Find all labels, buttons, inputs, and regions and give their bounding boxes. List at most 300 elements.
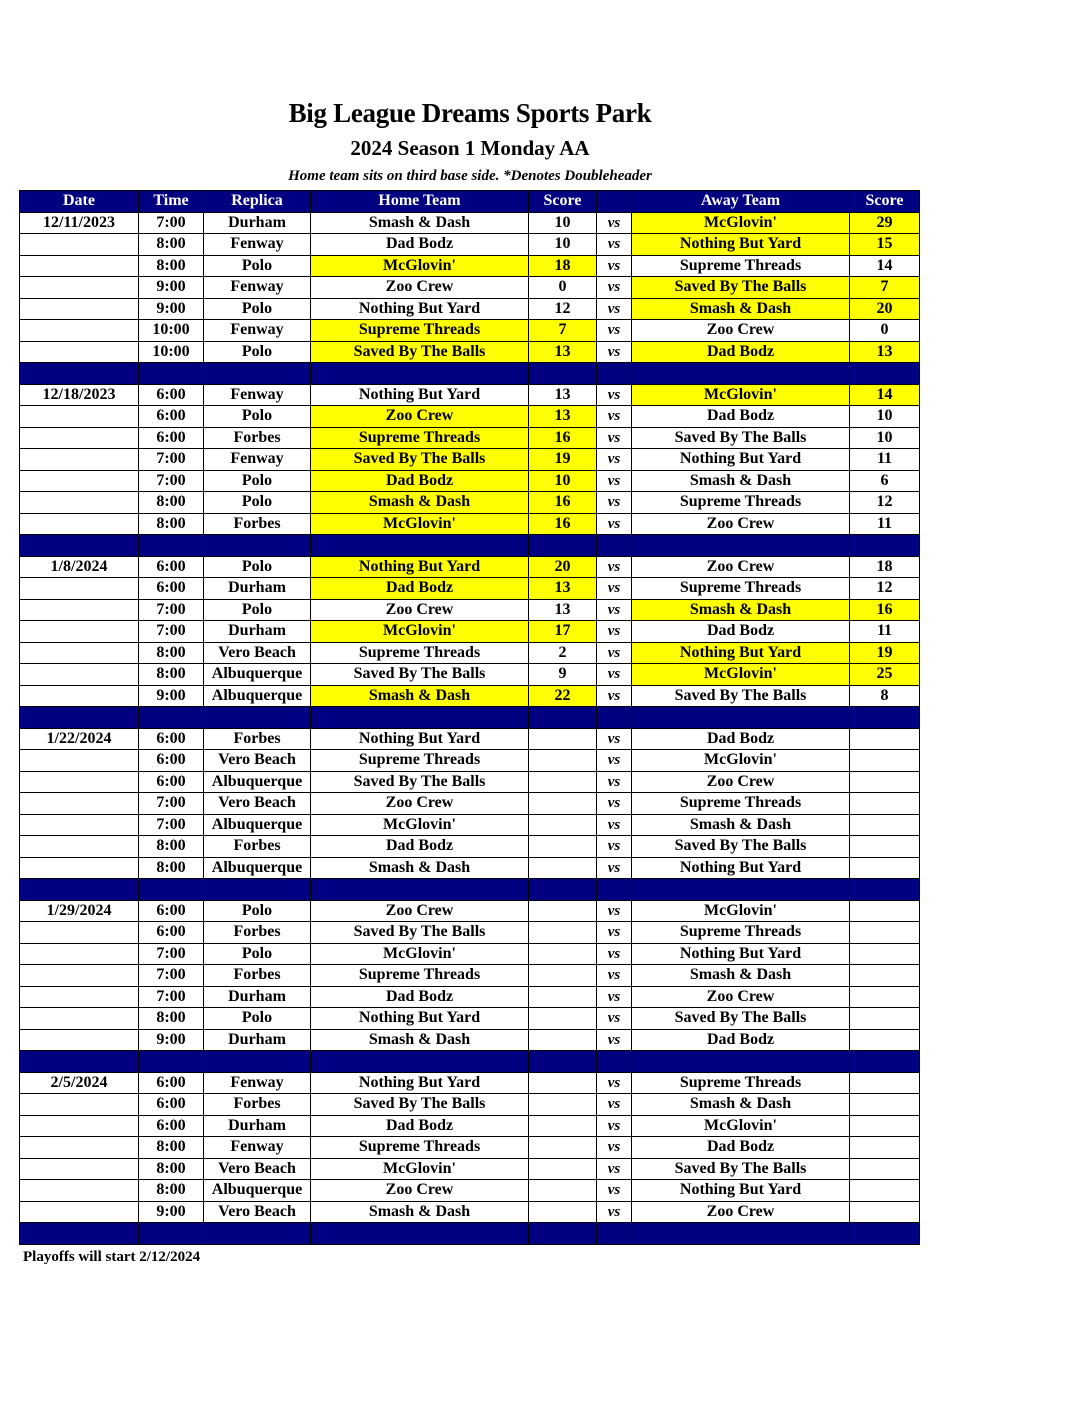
replica-field-cell: Albuquerque bbox=[204, 857, 311, 879]
home-team-cell: Nothing But Yard bbox=[311, 1072, 529, 1094]
replica-field-cell: Polo bbox=[204, 492, 311, 514]
time-cell: 8:00 bbox=[139, 857, 204, 879]
away-score-cell: 16 bbox=[850, 599, 920, 621]
away-score-cell bbox=[850, 1029, 920, 1051]
time-cell: 10:00 bbox=[139, 320, 204, 342]
time-cell: 7:00 bbox=[139, 793, 204, 815]
vs-cell: vs bbox=[597, 298, 632, 320]
time-cell: 7:00 bbox=[139, 621, 204, 643]
home-score-cell: 18 bbox=[529, 255, 597, 277]
replica-field-cell: Vero Beach bbox=[204, 1158, 311, 1180]
date-cell bbox=[20, 857, 139, 879]
time-cell: 8:00 bbox=[139, 513, 204, 535]
date-cell bbox=[20, 255, 139, 277]
away-team-cell: Supreme Threads bbox=[632, 793, 850, 815]
page-subtitle: 2024 Season 1 Monday AA bbox=[350, 136, 590, 160]
date-cell bbox=[20, 986, 139, 1008]
home-team-cell: Zoo Crew bbox=[311, 793, 529, 815]
replica-field-cell: Vero Beach bbox=[204, 642, 311, 664]
home-team-cell: Dad Bodz bbox=[311, 986, 529, 1008]
time-cell: 6:00 bbox=[139, 406, 204, 428]
away-score-cell bbox=[850, 857, 920, 879]
time-cell: 8:00 bbox=[139, 492, 204, 514]
away-score-cell bbox=[850, 900, 920, 922]
game-row bbox=[20, 1115, 920, 1137]
away-team-cell: Nothing But Yard bbox=[632, 234, 850, 256]
separator-cell bbox=[20, 879, 139, 901]
home-score-cell bbox=[529, 1008, 597, 1030]
time-cell: 8:00 bbox=[139, 642, 204, 664]
separator-cell bbox=[311, 535, 529, 557]
vs-cell: vs bbox=[597, 449, 632, 471]
time-cell: 6:00 bbox=[139, 556, 204, 578]
week-separator-row bbox=[20, 879, 920, 901]
time-cell: 9:00 bbox=[139, 685, 204, 707]
col-header-replica: Replica bbox=[204, 191, 311, 213]
separator-cell bbox=[529, 1223, 597, 1245]
replica-field-cell: Vero Beach bbox=[204, 793, 311, 815]
time-cell: 6:00 bbox=[139, 1115, 204, 1137]
away-team-cell: Saved By The Balls bbox=[632, 836, 850, 858]
home-team-cell: McGlovin' bbox=[311, 255, 529, 277]
separator-cell bbox=[204, 535, 311, 557]
vs-cell: vs bbox=[597, 341, 632, 363]
separator-cell bbox=[20, 1223, 139, 1245]
time-cell: 8:00 bbox=[139, 1008, 204, 1030]
time-cell: 6:00 bbox=[139, 427, 204, 449]
page-note: Home team sits on third base side. *Denotes Doubleheader bbox=[288, 168, 652, 184]
game-row bbox=[20, 685, 920, 707]
home-team-cell: Zoo Crew bbox=[311, 277, 529, 299]
vs-cell: vs bbox=[597, 427, 632, 449]
separator-cell bbox=[139, 1223, 204, 1245]
away-score-cell bbox=[850, 728, 920, 750]
home-score-cell: 10 bbox=[529, 470, 597, 492]
home-team-cell: Nothing But Yard bbox=[311, 556, 529, 578]
home-team-cell: Dad Bodz bbox=[311, 1115, 529, 1137]
away-team-cell: Supreme Threads bbox=[632, 578, 850, 600]
separator-cell bbox=[20, 363, 139, 385]
home-score-cell bbox=[529, 814, 597, 836]
home-score-cell bbox=[529, 1201, 597, 1223]
away-team-cell: Zoo Crew bbox=[632, 1201, 850, 1223]
game-row bbox=[20, 986, 920, 1008]
vs-cell: vs bbox=[597, 599, 632, 621]
game-row bbox=[20, 320, 920, 342]
home-team-cell: Dad Bodz bbox=[311, 578, 529, 600]
away-score-cell: 7 bbox=[850, 277, 920, 299]
away-team-cell: Supreme Threads bbox=[632, 492, 850, 514]
separator-cell bbox=[311, 879, 529, 901]
replica-field-cell: Vero Beach bbox=[204, 1201, 311, 1223]
away-team-cell: Zoo Crew bbox=[632, 986, 850, 1008]
game-row bbox=[20, 470, 920, 492]
game-row bbox=[20, 857, 920, 879]
date-cell bbox=[20, 1158, 139, 1180]
date-cell bbox=[20, 578, 139, 600]
home-score-cell: 10 bbox=[529, 212, 597, 234]
date-cell bbox=[20, 943, 139, 965]
date-cell bbox=[20, 298, 139, 320]
separator-cell bbox=[632, 879, 850, 901]
away-team-cell: McGlovin' bbox=[632, 750, 850, 772]
home-team-cell: Zoo Crew bbox=[311, 406, 529, 428]
away-score-cell: 20 bbox=[850, 298, 920, 320]
away-team-cell: Zoo Crew bbox=[632, 320, 850, 342]
time-cell: 7:00 bbox=[139, 965, 204, 987]
away-team-cell: Nothing But Yard bbox=[632, 943, 850, 965]
time-cell: 6:00 bbox=[139, 771, 204, 793]
away-team-cell: Zoo Crew bbox=[632, 556, 850, 578]
time-cell: 8:00 bbox=[139, 836, 204, 858]
away-score-cell: 11 bbox=[850, 449, 920, 471]
away-score-cell: 6 bbox=[850, 470, 920, 492]
home-score-cell: 2 bbox=[529, 642, 597, 664]
home-score-cell bbox=[529, 728, 597, 750]
away-team-cell: Dad Bodz bbox=[632, 621, 850, 643]
date-cell bbox=[20, 1029, 139, 1051]
separator-cell bbox=[632, 363, 850, 385]
vs-cell: vs bbox=[597, 642, 632, 664]
game-row bbox=[20, 492, 920, 514]
game-row bbox=[20, 1008, 920, 1030]
replica-field-cell: Fenway bbox=[204, 1137, 311, 1159]
vs-cell: vs bbox=[597, 1201, 632, 1223]
date-cell bbox=[20, 599, 139, 621]
home-team-cell: Dad Bodz bbox=[311, 234, 529, 256]
away-team-cell: Nothing But Yard bbox=[632, 449, 850, 471]
date-cell bbox=[20, 642, 139, 664]
away-score-cell: 15 bbox=[850, 234, 920, 256]
away-team-cell: Smash & Dash bbox=[632, 298, 850, 320]
home-score-cell: 10 bbox=[529, 234, 597, 256]
away-score-cell bbox=[850, 965, 920, 987]
time-cell: 6:00 bbox=[139, 384, 204, 406]
game-row bbox=[20, 578, 920, 600]
date-cell bbox=[20, 234, 139, 256]
home-team-cell: McGlovin' bbox=[311, 621, 529, 643]
separator-cell bbox=[139, 879, 204, 901]
home-team-cell: Smash & Dash bbox=[311, 1029, 529, 1051]
home-score-cell bbox=[529, 986, 597, 1008]
replica-field-cell: Albuquerque bbox=[204, 814, 311, 836]
separator-cell bbox=[632, 1051, 850, 1073]
home-score-cell: 16 bbox=[529, 427, 597, 449]
away-team-cell: McGlovin' bbox=[632, 384, 850, 406]
away-score-cell bbox=[850, 1094, 920, 1116]
home-score-cell bbox=[529, 1180, 597, 1202]
away-team-cell: Smash & Dash bbox=[632, 965, 850, 987]
date-cell: 12/11/2023 bbox=[20, 212, 139, 234]
replica-field-cell: Forbes bbox=[204, 513, 311, 535]
home-score-cell bbox=[529, 965, 597, 987]
game-row bbox=[20, 255, 920, 277]
home-team-cell: McGlovin' bbox=[311, 513, 529, 535]
home-team-cell: Smash & Dash bbox=[311, 212, 529, 234]
week-separator-row bbox=[20, 535, 920, 557]
home-score-cell bbox=[529, 1158, 597, 1180]
vs-cell: vs bbox=[597, 234, 632, 256]
home-score-cell: 12 bbox=[529, 298, 597, 320]
away-team-cell: Saved By The Balls bbox=[632, 685, 850, 707]
home-team-cell: Smash & Dash bbox=[311, 492, 529, 514]
game-row bbox=[20, 234, 920, 256]
replica-field-cell: Albuquerque bbox=[204, 664, 311, 686]
home-score-cell bbox=[529, 922, 597, 944]
vs-cell: vs bbox=[597, 513, 632, 535]
away-team-cell: Dad Bodz bbox=[632, 1029, 850, 1051]
replica-field-cell: Polo bbox=[204, 470, 311, 492]
away-score-cell bbox=[850, 1008, 920, 1030]
vs-cell: vs bbox=[597, 1072, 632, 1094]
away-team-cell: Supreme Threads bbox=[632, 255, 850, 277]
game-row bbox=[20, 922, 920, 944]
away-team-cell: Smash & Dash bbox=[632, 1094, 850, 1116]
home-score-cell: 16 bbox=[529, 492, 597, 514]
separator-cell bbox=[850, 1051, 920, 1073]
week-separator-row bbox=[20, 707, 920, 729]
replica-field-cell: Forbes bbox=[204, 965, 311, 987]
home-team-cell: Zoo Crew bbox=[311, 1180, 529, 1202]
vs-cell: vs bbox=[597, 621, 632, 643]
vs-cell: vs bbox=[597, 685, 632, 707]
home-score-cell bbox=[529, 1115, 597, 1137]
away-score-cell: 13 bbox=[850, 341, 920, 363]
game-row bbox=[20, 642, 920, 664]
separator-cell bbox=[311, 363, 529, 385]
date-cell: 2/5/2024 bbox=[20, 1072, 139, 1094]
date-cell bbox=[20, 277, 139, 299]
home-team-cell: Smash & Dash bbox=[311, 857, 529, 879]
away-team-cell: Supreme Threads bbox=[632, 1072, 850, 1094]
home-score-cell bbox=[529, 1137, 597, 1159]
home-score-cell bbox=[529, 750, 597, 772]
away-team-cell: McGlovin' bbox=[632, 900, 850, 922]
date-cell: 1/29/2024 bbox=[20, 900, 139, 922]
home-team-cell: Supreme Threads bbox=[311, 320, 529, 342]
away-team-cell: Smash & Dash bbox=[632, 470, 850, 492]
away-score-cell: 0 bbox=[850, 320, 920, 342]
away-team-cell: Saved By The Balls bbox=[632, 427, 850, 449]
date-cell bbox=[20, 750, 139, 772]
vs-cell: vs bbox=[597, 470, 632, 492]
replica-field-cell: Fenway bbox=[204, 1072, 311, 1094]
home-score-cell: 9 bbox=[529, 664, 597, 686]
game-row bbox=[20, 900, 920, 922]
vs-cell: vs bbox=[597, 750, 632, 772]
separator-cell bbox=[597, 879, 632, 901]
away-team-cell: Dad Bodz bbox=[632, 728, 850, 750]
away-team-cell: Smash & Dash bbox=[632, 599, 850, 621]
away-score-cell bbox=[850, 986, 920, 1008]
game-row bbox=[20, 212, 920, 234]
replica-field-cell: Polo bbox=[204, 298, 311, 320]
away-score-cell: 12 bbox=[850, 578, 920, 600]
time-cell: 9:00 bbox=[139, 1201, 204, 1223]
game-row bbox=[20, 814, 920, 836]
away-team-cell: Nothing But Yard bbox=[632, 1180, 850, 1202]
home-score-cell: 0 bbox=[529, 277, 597, 299]
replica-field-cell: Durham bbox=[204, 1115, 311, 1137]
away-team-cell: Saved By The Balls bbox=[632, 277, 850, 299]
away-team-cell: McGlovin' bbox=[632, 212, 850, 234]
home-team-cell: Smash & Dash bbox=[311, 685, 529, 707]
vs-cell: vs bbox=[597, 492, 632, 514]
game-row bbox=[20, 599, 920, 621]
home-score-cell: 13 bbox=[529, 341, 597, 363]
vs-cell: vs bbox=[597, 1094, 632, 1116]
date-cell bbox=[20, 320, 139, 342]
replica-field-cell: Durham bbox=[204, 1029, 311, 1051]
game-row bbox=[20, 943, 920, 965]
game-row bbox=[20, 1029, 920, 1051]
replica-field-cell: Durham bbox=[204, 986, 311, 1008]
date-cell bbox=[20, 1115, 139, 1137]
game-row bbox=[20, 384, 920, 406]
home-team-cell: Saved By The Balls bbox=[311, 664, 529, 686]
home-score-cell: 7 bbox=[529, 320, 597, 342]
date-cell bbox=[20, 1008, 139, 1030]
separator-cell bbox=[204, 879, 311, 901]
replica-field-cell: Fenway bbox=[204, 277, 311, 299]
header-row bbox=[20, 191, 920, 213]
away-score-cell: 14 bbox=[850, 384, 920, 406]
date-cell: 1/22/2024 bbox=[20, 728, 139, 750]
separator-cell bbox=[204, 1051, 311, 1073]
game-row bbox=[20, 298, 920, 320]
col-header-vs bbox=[597, 191, 632, 213]
home-score-cell: 13 bbox=[529, 599, 597, 621]
time-cell: 6:00 bbox=[139, 578, 204, 600]
separator-cell bbox=[529, 879, 597, 901]
separator-cell bbox=[850, 535, 920, 557]
game-row bbox=[20, 406, 920, 428]
home-team-cell: Supreme Threads bbox=[311, 427, 529, 449]
away-score-cell bbox=[850, 771, 920, 793]
home-team-cell: Saved By The Balls bbox=[311, 922, 529, 944]
replica-field-cell: Polo bbox=[204, 406, 311, 428]
replica-field-cell: Vero Beach bbox=[204, 750, 311, 772]
separator-cell bbox=[632, 707, 850, 729]
home-team-cell: Saved By The Balls bbox=[311, 771, 529, 793]
game-row bbox=[20, 427, 920, 449]
away-team-cell: Supreme Threads bbox=[632, 922, 850, 944]
replica-field-cell: Forbes bbox=[204, 836, 311, 858]
home-score-cell bbox=[529, 771, 597, 793]
away-team-cell: McGlovin' bbox=[632, 1115, 850, 1137]
game-row bbox=[20, 965, 920, 987]
week-separator-row bbox=[20, 363, 920, 385]
game-row bbox=[20, 771, 920, 793]
week-separator-row bbox=[20, 1223, 920, 1245]
home-team-cell: Supreme Threads bbox=[311, 965, 529, 987]
footer-note: Playoffs will start 2/12/2024 bbox=[23, 1249, 201, 1265]
away-score-cell: 19 bbox=[850, 642, 920, 664]
col-header-home-team: Home Team bbox=[311, 191, 529, 213]
away-team-cell: Smash & Dash bbox=[632, 814, 850, 836]
home-team-cell: Dad Bodz bbox=[311, 470, 529, 492]
col-header-date: Date bbox=[20, 191, 139, 213]
home-score-cell bbox=[529, 900, 597, 922]
replica-field-cell: Polo bbox=[204, 1008, 311, 1030]
game-row bbox=[20, 793, 920, 815]
home-team-cell: Supreme Threads bbox=[311, 750, 529, 772]
game-row bbox=[20, 664, 920, 686]
vs-cell: vs bbox=[597, 320, 632, 342]
away-team-cell: Dad Bodz bbox=[632, 341, 850, 363]
separator-cell bbox=[20, 707, 139, 729]
vs-cell: vs bbox=[597, 212, 632, 234]
home-score-cell bbox=[529, 857, 597, 879]
home-score-cell: 13 bbox=[529, 578, 597, 600]
vs-cell: vs bbox=[597, 1137, 632, 1159]
home-score-cell: 19 bbox=[529, 449, 597, 471]
away-score-cell: 12 bbox=[850, 492, 920, 514]
game-row bbox=[20, 341, 920, 363]
separator-cell bbox=[632, 535, 850, 557]
away-team-cell: Saved By The Balls bbox=[632, 1158, 850, 1180]
schedule-body bbox=[20, 212, 920, 1244]
vs-cell: vs bbox=[597, 384, 632, 406]
replica-field-cell: Polo bbox=[204, 599, 311, 621]
separator-cell bbox=[850, 879, 920, 901]
time-cell: 6:00 bbox=[139, 728, 204, 750]
game-row bbox=[20, 836, 920, 858]
away-score-cell: 10 bbox=[850, 427, 920, 449]
replica-field-cell: Albuquerque bbox=[204, 685, 311, 707]
home-score-cell bbox=[529, 836, 597, 858]
away-score-cell bbox=[850, 1158, 920, 1180]
replica-field-cell: Fenway bbox=[204, 320, 311, 342]
date-cell bbox=[20, 965, 139, 987]
separator-cell bbox=[529, 363, 597, 385]
vs-cell: vs bbox=[597, 814, 632, 836]
home-team-cell: Zoo Crew bbox=[311, 900, 529, 922]
time-cell: 9:00 bbox=[139, 1029, 204, 1051]
replica-field-cell: Forbes bbox=[204, 427, 311, 449]
vs-cell: vs bbox=[597, 1008, 632, 1030]
date-cell bbox=[20, 1201, 139, 1223]
home-team-cell: Nothing But Yard bbox=[311, 298, 529, 320]
away-score-cell: 25 bbox=[850, 664, 920, 686]
home-score-cell: 13 bbox=[529, 384, 597, 406]
game-row bbox=[20, 750, 920, 772]
home-score-cell: 17 bbox=[529, 621, 597, 643]
vs-cell: vs bbox=[597, 1029, 632, 1051]
separator-cell bbox=[311, 707, 529, 729]
page-title: Big League Dreams Sports Park bbox=[288, 98, 652, 128]
game-row bbox=[20, 1158, 920, 1180]
time-cell: 6:00 bbox=[139, 922, 204, 944]
away-score-cell bbox=[850, 750, 920, 772]
home-score-cell bbox=[529, 1029, 597, 1051]
time-cell: 8:00 bbox=[139, 664, 204, 686]
date-cell bbox=[20, 341, 139, 363]
game-row bbox=[20, 1094, 920, 1116]
vs-cell: vs bbox=[597, 277, 632, 299]
separator-cell bbox=[597, 1051, 632, 1073]
game-row bbox=[20, 1137, 920, 1159]
away-score-cell bbox=[850, 814, 920, 836]
away-score-cell bbox=[850, 836, 920, 858]
time-cell: 8:00 bbox=[139, 1158, 204, 1180]
vs-cell: vs bbox=[597, 728, 632, 750]
replica-field-cell: Polo bbox=[204, 900, 311, 922]
date-cell bbox=[20, 1094, 139, 1116]
replica-field-cell: Polo bbox=[204, 556, 311, 578]
away-team-cell: Zoo Crew bbox=[632, 771, 850, 793]
vs-cell: vs bbox=[597, 1180, 632, 1202]
